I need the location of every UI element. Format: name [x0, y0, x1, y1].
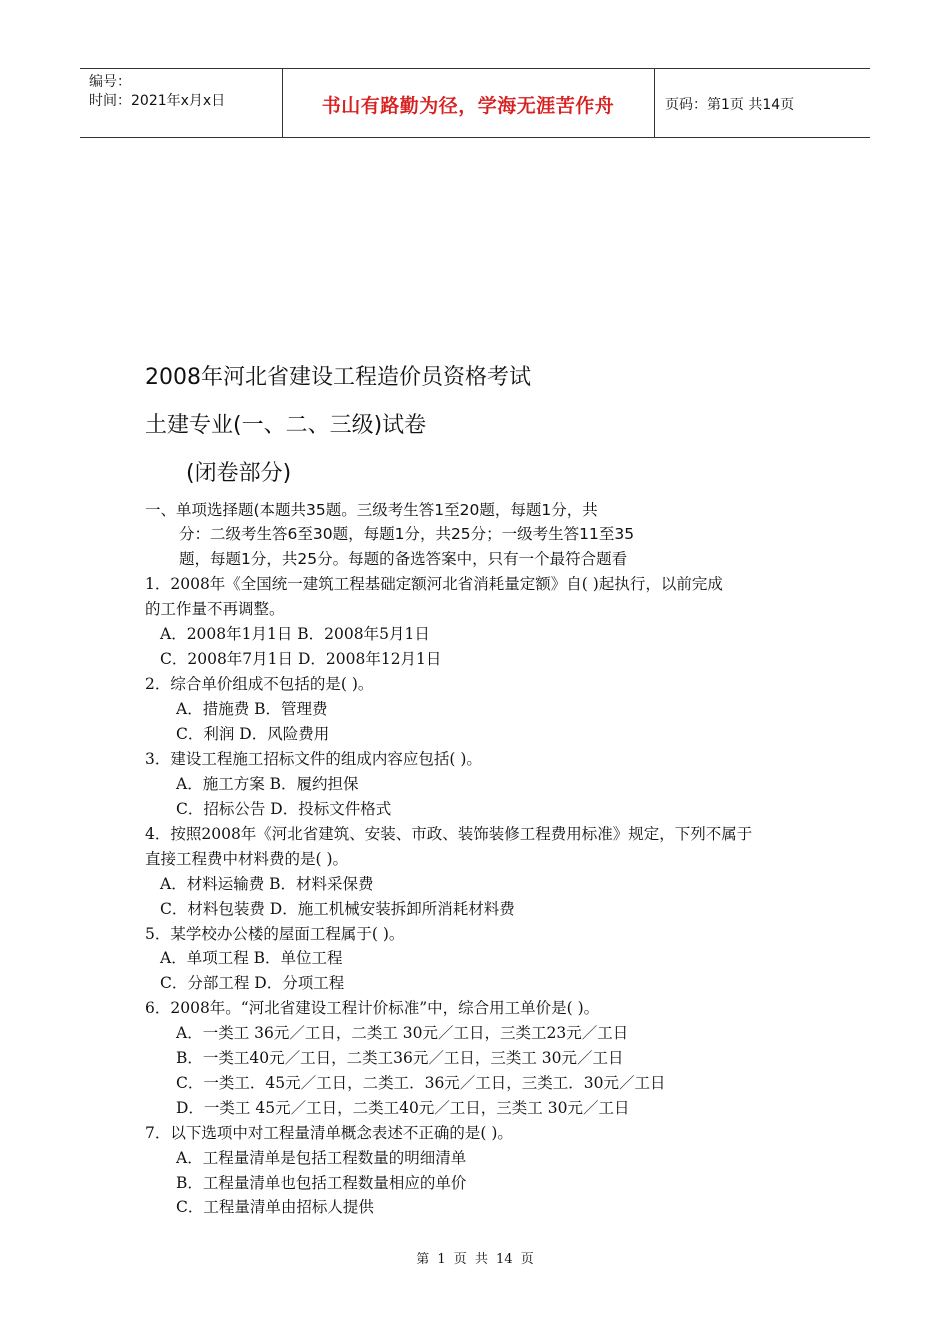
header-divider	[654, 69, 655, 137]
question-2-options: A．措施费 B．管理费	[176, 700, 328, 718]
number-label: 编号：	[89, 74, 131, 90]
time-label: 时间：2021年x月x日	[89, 93, 226, 109]
header-motto: 书山有路勤为径，学海无涯苦作舟	[321, 95, 615, 117]
header-meta	[89, 73, 225, 111]
question-7-text: 7．以下选项中对工程量清单概念表述不正确的是( )。	[145, 1124, 513, 1142]
question-1-text: 1．2008年《全国统一建筑工程基础定额河北省消耗量定额》自( )起执行，以前完成	[145, 575, 723, 593]
question-1-text-cont: 的工作量不再调整。	[145, 600, 285, 618]
question-7-options: B．工程量清单也包括工程数量相应的单价	[176, 1174, 467, 1192]
question-1-options: C．2008年7月1日 D．2008年12月1日	[160, 650, 442, 668]
section-instruction-line: 分：二级考生答6至30题，每题1分，共25分；一级考生答11至35	[179, 525, 635, 543]
exam-title: 2008年河北省建设工程造价员资格考试	[145, 365, 531, 390]
question-6-text: 6．2008年。“河北省建设工程计价标准”中，综合用工单价是( )。	[145, 999, 600, 1017]
page-footer: 第 1 页 共 14 页	[416, 1252, 534, 1267]
question-4-options: A．材料运输费 B．材料采保费	[160, 875, 374, 893]
question-4-options: C．材料包装费 D．施工机械安装拆卸所消耗材料费	[160, 900, 515, 918]
question-4-text-cont: 直接工程费中材料费的是( )。	[145, 850, 349, 868]
question-6-options: B．一类工40元／工日，二类工36元／工日，三类工 30元／工日	[176, 1049, 624, 1067]
question-5-options: C．分部工程 D．分项工程	[160, 974, 345, 992]
question-2-text: 2．综合单价组成不包括的是( )。	[145, 675, 374, 693]
question-6-options: C．一类工．45元／工日，二类工．36元／工日，三类工．30元／工日	[176, 1074, 666, 1092]
question-3-text: 3．建设工程施工招标文件的组成内容应包括( )。	[145, 750, 482, 768]
question-6-options: A．一类工 36元／工日，二类工 30元／工日，三类工23元／工日	[176, 1024, 629, 1042]
question-5-text: 5．某学校办公楼的屋面工程属于( )。	[145, 925, 405, 943]
question-5-options: A．单项工程 B．单位工程	[160, 949, 343, 967]
question-1-options: A．2008年1月1日 B．2008年5月1日	[160, 625, 430, 643]
question-4-text: 4．按照2008年《河北省建筑、安装、市政、装饰装修工程费用标准》规定，下列不属于	[145, 825, 753, 843]
exam-part: (闭卷部分)	[186, 461, 292, 486]
question-2-options: C．利润 D．风险费用	[176, 725, 330, 743]
section-instruction-line: 题，每题1分，共25分。每题的备选答案中，只有一个最符合题看	[179, 550, 628, 568]
question-3-options: C．招标公告 D．投标文件格式	[176, 800, 392, 818]
section-instruction-line: 一、单项选择题(本题共35题。三级考生答1至20题，每题1分，共	[145, 501, 598, 519]
question-7-options: C．工程量清单由招标人提供	[176, 1198, 374, 1216]
exam-subtitle: 土建专业(一、二、三级)试卷	[145, 413, 427, 438]
question-7-options: A．工程量清单是包括工程数量的明细清单	[176, 1149, 467, 1167]
header-page-info: 页码：第1页 共14页	[665, 97, 795, 113]
question-3-options: A．施工方案 B．履约担保	[176, 775, 359, 793]
page-header	[80, 68, 870, 138]
question-6-options: D．一类工 45元／工日，二类工40元／工日，三类工 30元／工日	[176, 1099, 630, 1117]
